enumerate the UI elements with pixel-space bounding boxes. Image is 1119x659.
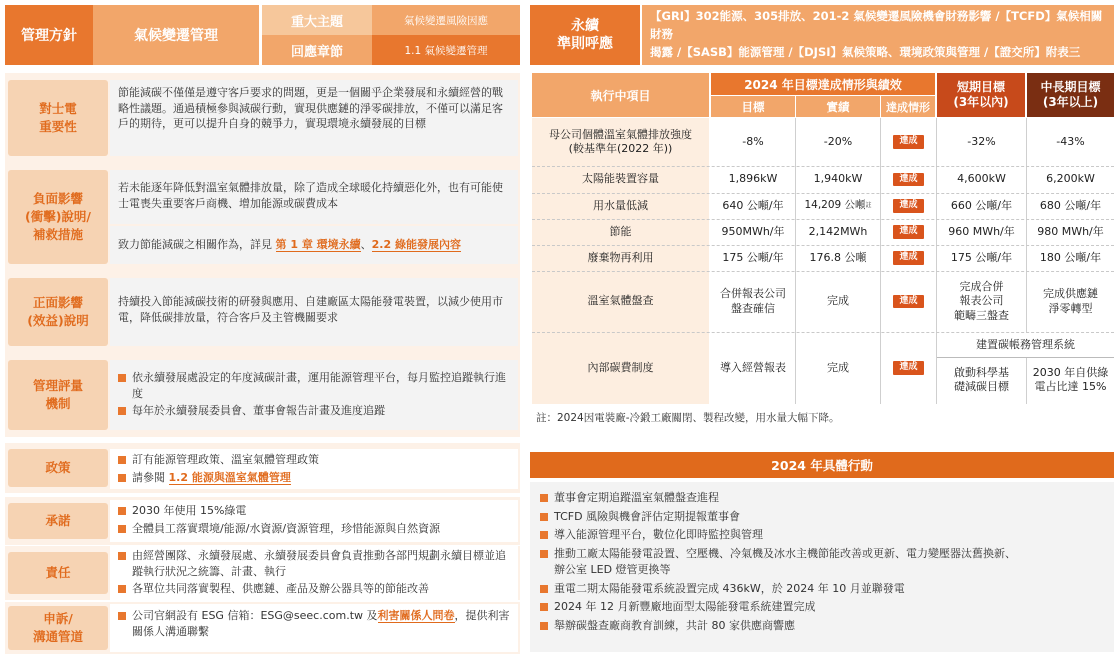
action-item-2: TCFD 風險與機會評估定期提報董事會 — [540, 509, 1104, 526]
table-cell-short: 175 公噸/年 — [950, 250, 1013, 264]
table-cell-target: 175 公噸/年 — [722, 250, 784, 264]
importance-label: 對士電 重要性 — [8, 80, 108, 156]
mgmt-policy-label: 管理方針 — [5, 5, 93, 65]
table-cell-actual: 完成 — [827, 360, 849, 374]
table-cell-short: 完成合併 報表公司 範疇三盤查 — [954, 280, 1009, 322]
responsibility-text — [110, 546, 518, 600]
commitment-label: 承諾 — [8, 503, 108, 539]
table-row-item: 溫室氣體盤查 — [587, 294, 654, 308]
col-header-actual: 實績 — [796, 96, 880, 117]
col-header-long: 中長期目標 (3年以上) — [1027, 73, 1114, 117]
table-note: 註：2024因電裝廠-冷鍛工廠關閉、製程改變，用水量大幅下降。 — [536, 412, 840, 424]
major-topic-value: 氣候變遷風險因應 — [372, 5, 520, 35]
action-item-5: 重電二期太陽能發電系統設置完成 436kW，於 2024 年 10 月並聯發電 — [540, 581, 1104, 598]
table-row-item: 母公司個體溫室氣體排放強度 (較基準年(2022 年)) — [549, 127, 692, 155]
actions-list — [530, 482, 1114, 652]
col-header-target: 目標 — [711, 96, 795, 117]
table-cell-status — [881, 332, 936, 404]
table-cell-short: 啟動科學基 礎減碳目標 — [937, 358, 1026, 402]
grievance-bullet: 公司官網設有 ESG 信箱：ESG@seec.com.tw 及利害關係人問卷，提供利害關係人溝通聯繫 — [118, 608, 510, 639]
link-stakeholder-survey[interactable]: 利害關係人問卷 — [377, 609, 455, 622]
achieved-badge: 達成 — [893, 361, 923, 375]
table-cell-target: 合併報表公司 盤查確信 — [720, 287, 786, 315]
commitment-bullet-1: 2030 年使用 15%綠電 — [118, 503, 510, 519]
table-cell-status — [881, 118, 936, 166]
table-row-item: 內部碳費制度 — [587, 360, 654, 374]
standards-value: 【GRI】302能源、305排放、201-2 氣候變遷風險機會財務影響 /【TCFD】氣候相關財務 揭露 /【SASB】能源管理 /【DJSI】氣候策略、環境政策與管理 /【證交所】附表三 — [642, 5, 1114, 65]
action-item-7: 舉辦碳盤查廠商教育訓練，共計 80 家供應商響應 — [540, 618, 1104, 635]
achieved-badge: 達成 — [893, 173, 923, 187]
grievance-text — [110, 604, 518, 652]
commitment-text — [110, 500, 518, 542]
policy-bullet-1: 訂有能源管理政策、溫室氣體管理政策 — [118, 452, 510, 468]
table-cell-target: 640 公噸/年 — [722, 198, 784, 212]
assessment-bullet-2: 每年於永續發展委員會、董事會報告計畫及進度追蹤 — [118, 403, 510, 419]
table-cell-long: 680 公噸/年 — [1039, 198, 1102, 212]
achieved-badge: 達成 — [893, 251, 923, 265]
table-cell-status — [881, 245, 936, 271]
positive-text: 持續投入節能減碳技術的研發與應用、自建廠區太陽能發電裝置，以減少使用市電，降低碳排放量，符合客戶及主管機關要求 — [110, 278, 518, 346]
table-cell-actual: 2,142MWh — [808, 224, 868, 238]
table-cell-long: 完成供應鏈 淨零轉型 — [1043, 287, 1098, 315]
col-header-group: 2024 年目標達成情形與績效 — [711, 73, 935, 95]
actions-title: 2024 年具體行動 — [530, 452, 1114, 478]
table-cell-long: 6,200kW — [1046, 172, 1095, 186]
responsibility-bullet-1: 由經營團隊、永續發展處、永續發展委員會負責推動各部門規劃永續目標並追蹤執行狀況之統籌、計畫、執行 — [118, 548, 510, 579]
chapter-value: 1.1 氣候變遷管理 — [372, 35, 520, 65]
importance-text: 節能減碳不僅僅是遵守客戶要求的問題，更是一個關乎企業發展和永續經營的戰略性議題。通過積極參與減碳行動，實現供應鏈的淨零碳排放，不僅可以滿足客戶的期待，更可以提升自身的競爭力，實現環境永續發展的目標 — [110, 80, 518, 156]
policy-bullet-2: 請參閱 1.2 能源與溫室氣體管理 — [118, 470, 510, 486]
assessment-bullet-1: 依永續發展處設定的年度減碳計畫，運用能源管理平台，每月監控追蹤執行進度 — [118, 370, 510, 401]
action-item-6: 2024 年 12 月新豐廠地面型太陽能發電系統建置完成 — [540, 599, 1104, 616]
link-green-energy[interactable]: 2.2 綠能發展內容 — [371, 238, 461, 251]
table-row-item: 廢棄物再利用 — [587, 250, 654, 264]
col-header-item: 執行中項目 — [532, 73, 709, 117]
negative-text: 若未能逐年降低對溫室氣體排放量，除了造成全球暖化持續惡化外，也有可能使士電喪失重要客戶商機、增加能源或碳費成本 — [110, 170, 518, 224]
table-cell-actual: 完成 — [827, 294, 849, 308]
standards-label: 永續 準則呼應 — [530, 5, 640, 65]
assessment-text — [110, 360, 518, 430]
action-item-1: 董事會定期追蹤溫室氣體盤查進程 — [540, 490, 1104, 507]
achieved-badge: 達成 — [893, 295, 923, 309]
col-header-short: 短期目標 (3年以內) — [937, 73, 1025, 117]
table-cell-actual: 1,940kW — [813, 172, 863, 186]
table-cell-status — [881, 166, 936, 193]
table-cell-status — [881, 219, 936, 245]
grievance-label: 申訴/ 溝通管道 — [8, 606, 108, 650]
table-cell-actual: 14,209 公噸 註 — [804, 199, 872, 212]
responsibility-bullet-2: 各單位共同落實製程、供應鏈、產品及辦公器具等的節能改善 — [118, 581, 510, 597]
table-cell-status — [881, 193, 936, 219]
policy-name: 氣候變遷管理 — [93, 5, 259, 65]
policy-label: 政策 — [8, 449, 108, 487]
table-cell-target: 950MWh/年 — [721, 224, 785, 238]
table-cell-long: -43% — [1056, 134, 1085, 148]
commitment-bullet-2: 全體員工落實環境/能源/水資源/資源管理，珍惜能源與自然資源 — [118, 521, 510, 537]
major-topic-label: 重大主題 — [262, 5, 372, 35]
table-cell-actual: -20% — [823, 134, 853, 148]
link-energy-ghg[interactable]: 1.2 能源與溫室氣體管理 — [168, 470, 291, 484]
positive-label: 正面影響 (效益)說明 — [8, 278, 108, 346]
table-cell-actual: 176.8 公噸 — [809, 250, 867, 264]
chapter-label: 回應章節 — [262, 35, 372, 65]
achieved-badge: 達成 — [893, 135, 923, 149]
achieved-badge: 達成 — [893, 199, 923, 213]
action-item-4-cont: 辦公室 LED 燈管更換等 — [554, 563, 671, 576]
table-cell-long: 2030 年自供綠 電占比達 15% — [1027, 358, 1114, 402]
table-row-item: 太陽能裝置容量 — [582, 172, 659, 186]
table-cell-target: 導入經營報表 — [720, 360, 786, 374]
negative-label: 負面影響 (衝擊)說明/ 補救措施 — [8, 170, 108, 264]
table-cell-short: 960 MWh/年 — [948, 224, 1015, 238]
table-row-item: 節能 — [609, 224, 632, 238]
responsibility-label: 責任 — [8, 552, 108, 594]
table-row-item: 用水量低減 — [593, 198, 648, 212]
table-cell-long: 980 MWh/年 — [1037, 224, 1104, 238]
action-item-3: 導入能源管理平台，數位化即時監控與管理 — [540, 527, 1104, 544]
table-cell-short: -32% — [967, 134, 996, 148]
table-cell-short: 4,600kW — [957, 172, 1006, 186]
table-cell-short: 660 公噸/年 — [950, 198, 1013, 212]
achieved-badge: 達成 — [893, 225, 923, 239]
negative-remedy: 致力節能減碳之相關作為，詳見 第 1 章 環境永續、2.2 綠能發展內容 — [110, 226, 518, 264]
table-cell-merged: 建置碳帳務管理系統 — [937, 333, 1114, 357]
assessment-label: 管理評量 機制 — [8, 360, 108, 430]
table-cell-target: 1,896kW — [728, 172, 778, 186]
table-cell-status — [881, 271, 936, 332]
link-chapter-1[interactable]: 第 1 章 環境永續 — [275, 238, 361, 251]
policy-text — [110, 449, 518, 489]
table-cell-target: -8% — [742, 134, 764, 148]
col-header-status: 達成情形 — [881, 96, 935, 117]
action-item-4: 推動工廠太陽能發電設置、空壓機、冷氣機及冰水主機節能改善或更新、電力變壓器汰舊換新、 — [540, 546, 1104, 563]
table-cell-long: 180 公噸/年 — [1039, 250, 1102, 264]
